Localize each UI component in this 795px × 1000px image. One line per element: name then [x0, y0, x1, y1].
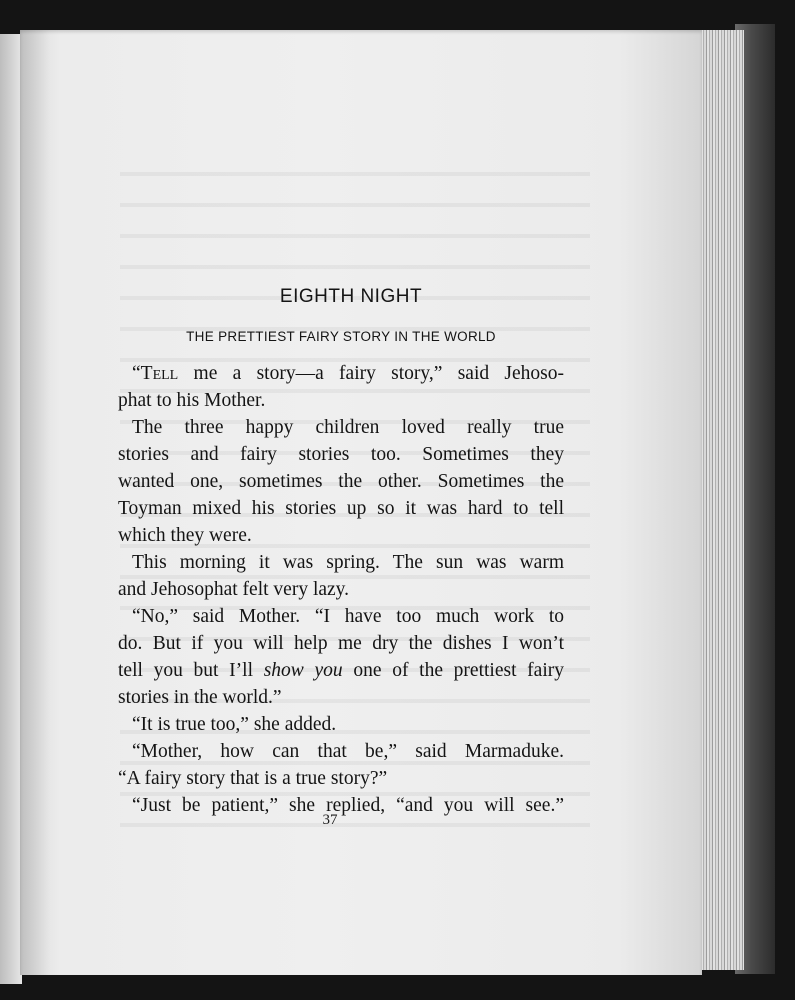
text-line: which they were. — [118, 525, 252, 546]
text-line: “Tell me a story—a fairy story,” said Jehoso- — [132, 363, 564, 384]
page-edges — [698, 30, 744, 970]
paragraph — [118, 603, 564, 711]
text-line: tell you but I’ll show you one of the prettiest fairy — [118, 660, 564, 681]
text-line: Toyman mixed his stories up so it was hard to tell — [118, 498, 564, 519]
paragraph — [118, 414, 564, 549]
text-line: The three happy children loved really true — [132, 417, 564, 438]
chapter-title: EIGHTH NIGHT — [279, 286, 423, 307]
paragraph — [118, 738, 564, 792]
page-content — [118, 282, 564, 819]
text-line: “Just be patient,” she replied, “and you will see.” — [132, 795, 564, 816]
facing-page-edge — [0, 34, 22, 984]
text-line: do. But if you will help me dry the dishes I won’t — [118, 633, 564, 654]
text-line: wanted one, sometimes the other. Sometimes the — [118, 471, 564, 492]
text-line: and Jehosophat felt very lazy. — [118, 579, 350, 600]
text-line: This morning it was spring. The sun was warm — [132, 552, 564, 573]
small-caps-word: Tell — [140, 363, 179, 384]
page-number: 37 — [322, 812, 338, 828]
paragraph — [118, 360, 564, 414]
paragraph — [118, 711, 564, 738]
text-line: “No,” said Mother. “I have too much work to — [132, 606, 564, 627]
text-line: phat to his Mother. — [118, 390, 266, 411]
text-line: stories in the world.” — [118, 687, 282, 708]
gutter-shadow — [20, 30, 50, 975]
chapter-subtitle: THE PRETTIEST FAIRY STORY IN THE WORLD — [186, 329, 496, 344]
body-text — [118, 360, 564, 819]
text-line: stories and fairy stories too. Sometimes they — [118, 444, 564, 465]
text-line: “Mother, how can that be,” said Marmaduke. — [132, 741, 564, 762]
emphasis: show you — [263, 660, 343, 681]
paragraph — [118, 549, 564, 603]
text-line: “A fairy story that is a true story?” — [118, 768, 388, 789]
text-line: “It is true too,” she added. — [132, 714, 337, 735]
